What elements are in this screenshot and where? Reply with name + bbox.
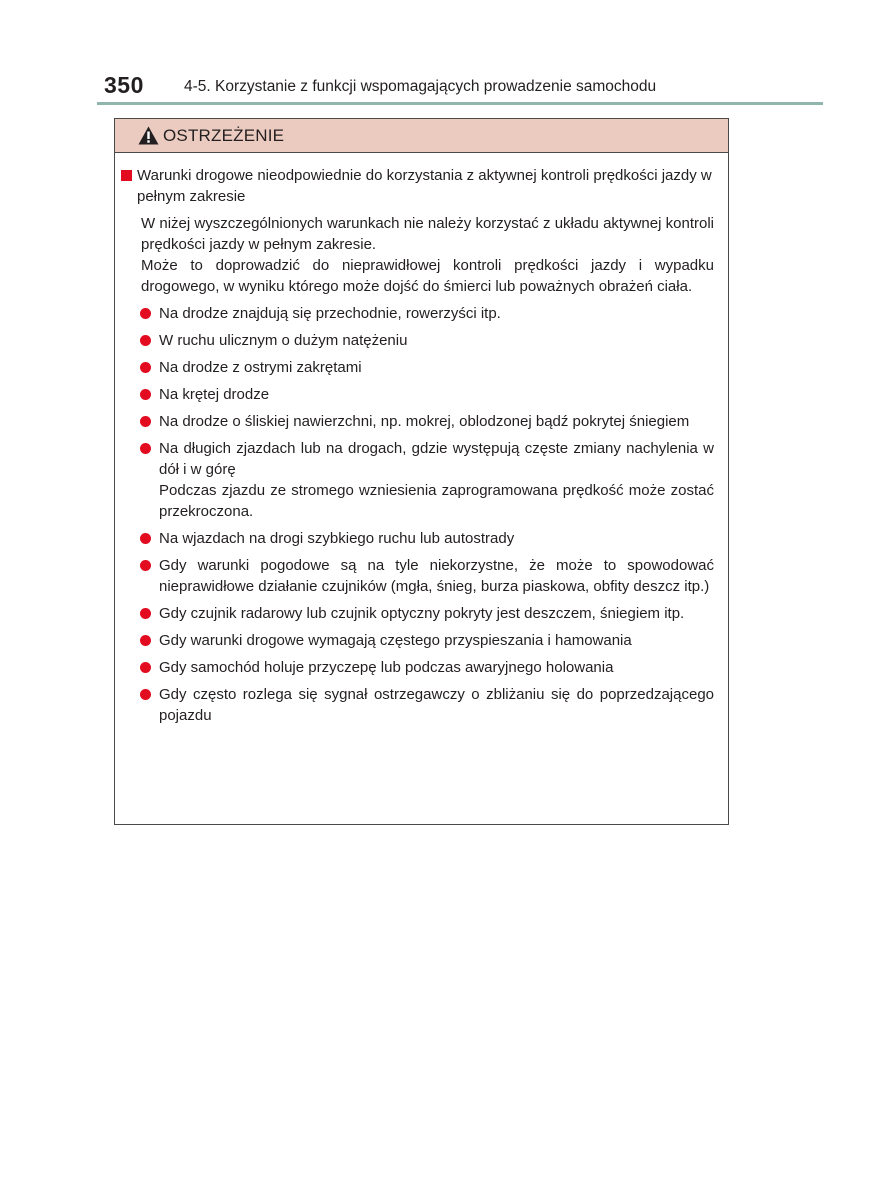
list-item: Na długich zjazdach lub na drogach, gdzie występują częste zmiany nachylenia w dół i w górę Podczas zjazdu ze stromego wzniesienia zaprogramowana prędkość może zostać przekroczona.: [115, 438, 728, 522]
paragraph-text-2: Może to doprowadzić do nieprawidłowej kontroli prędkości jazdy i wypadku drogowego, w wyniku którego może dojść do śmierci lub poważnych obrażeń ciała.: [141, 257, 714, 295]
subheading-text: Warunki drogowe nieodpowiednie do korzystania z aktywnej kontroli prędkości jazdy w pełnym zakresie: [137, 167, 712, 205]
bullet-dot-icon: [140, 335, 151, 346]
bullet-dot-icon: [140, 662, 151, 673]
page-header: [100, 72, 822, 104]
list-item: Na drodze znajdują się przechodnie, rowerzyści itp.: [115, 303, 728, 324]
list-item-note: Podczas zjazdu ze stromego wzniesienia zaprogramowana prędkość może zostać przekroczona.: [159, 482, 714, 520]
bullet-dot-icon: [140, 533, 151, 544]
page-number: 350: [104, 72, 144, 98]
list-item: Na wjazdach na drogi szybkiego ruchu lub autostrady: [115, 528, 728, 549]
square-bullet-icon: [121, 170, 132, 181]
list-item: Na drodze z ostrymi zakrętami: [115, 357, 728, 378]
warning-box: [114, 118, 729, 825]
list-item: Gdy warunki drogowe wymagają częstego przyspieszania i hamowania: [115, 630, 728, 651]
list-item: Gdy czujnik radarowy lub czujnik optyczny pokryty jest deszczem, śniegiem itp.: [115, 603, 728, 624]
bullet-dot-icon: [140, 560, 151, 571]
list-item: Gdy warunki pogodowe są na tyle niekorzystne, że może to spowodować nieprawidłowe działanie czujników (mgła, śnieg, burza piaskowa, obfity deszcz itp.): [115, 555, 728, 597]
condition-list: [115, 303, 728, 726]
list-item: Gdy samochód holuje przyczepę lub podczas awaryjnego holowania: [115, 657, 728, 678]
list-item: W ruchu ulicznym o dużym natężeniu: [115, 330, 728, 351]
bullet-dot-icon: [140, 308, 151, 319]
warning-triangle-icon: [138, 126, 159, 145]
bullet-dot-icon: [140, 362, 151, 373]
paragraph: [115, 213, 728, 297]
warning-header: [115, 119, 728, 153]
list-item: Gdy często rozlega się sygnał ostrzegawczy o zbliżaniu się do poprzedzającego pojazdu: [115, 684, 728, 726]
header-rule: [97, 102, 823, 105]
warning-subheading: [115, 165, 728, 207]
bullet-dot-icon: [140, 635, 151, 646]
list-item: Na drodze o śliskiej nawierzchni, np. mokrej, oblodzonej bądź pokrytej śniegiem: [115, 411, 728, 432]
bullet-dot-icon: [140, 389, 151, 400]
section-title: 4-5. Korzystanie z funkcji wspomagających prowadzenie samochodu: [184, 78, 657, 95]
warning-content: [115, 165, 728, 732]
warning-label: OSTRZEŻENIE: [163, 125, 285, 145]
list-item: Na krętej drodze: [115, 384, 728, 405]
bullet-dot-icon: [140, 689, 151, 700]
bullet-dot-icon: [140, 443, 151, 454]
bullet-dot-icon: [140, 608, 151, 619]
paragraph-text-1: W niżej wyszczególnionych warunkach nie należy korzystać z układu aktywnej kontroli prędkości jazdy w pełnym zakresie.: [141, 215, 714, 253]
bullet-dot-icon: [140, 416, 151, 427]
